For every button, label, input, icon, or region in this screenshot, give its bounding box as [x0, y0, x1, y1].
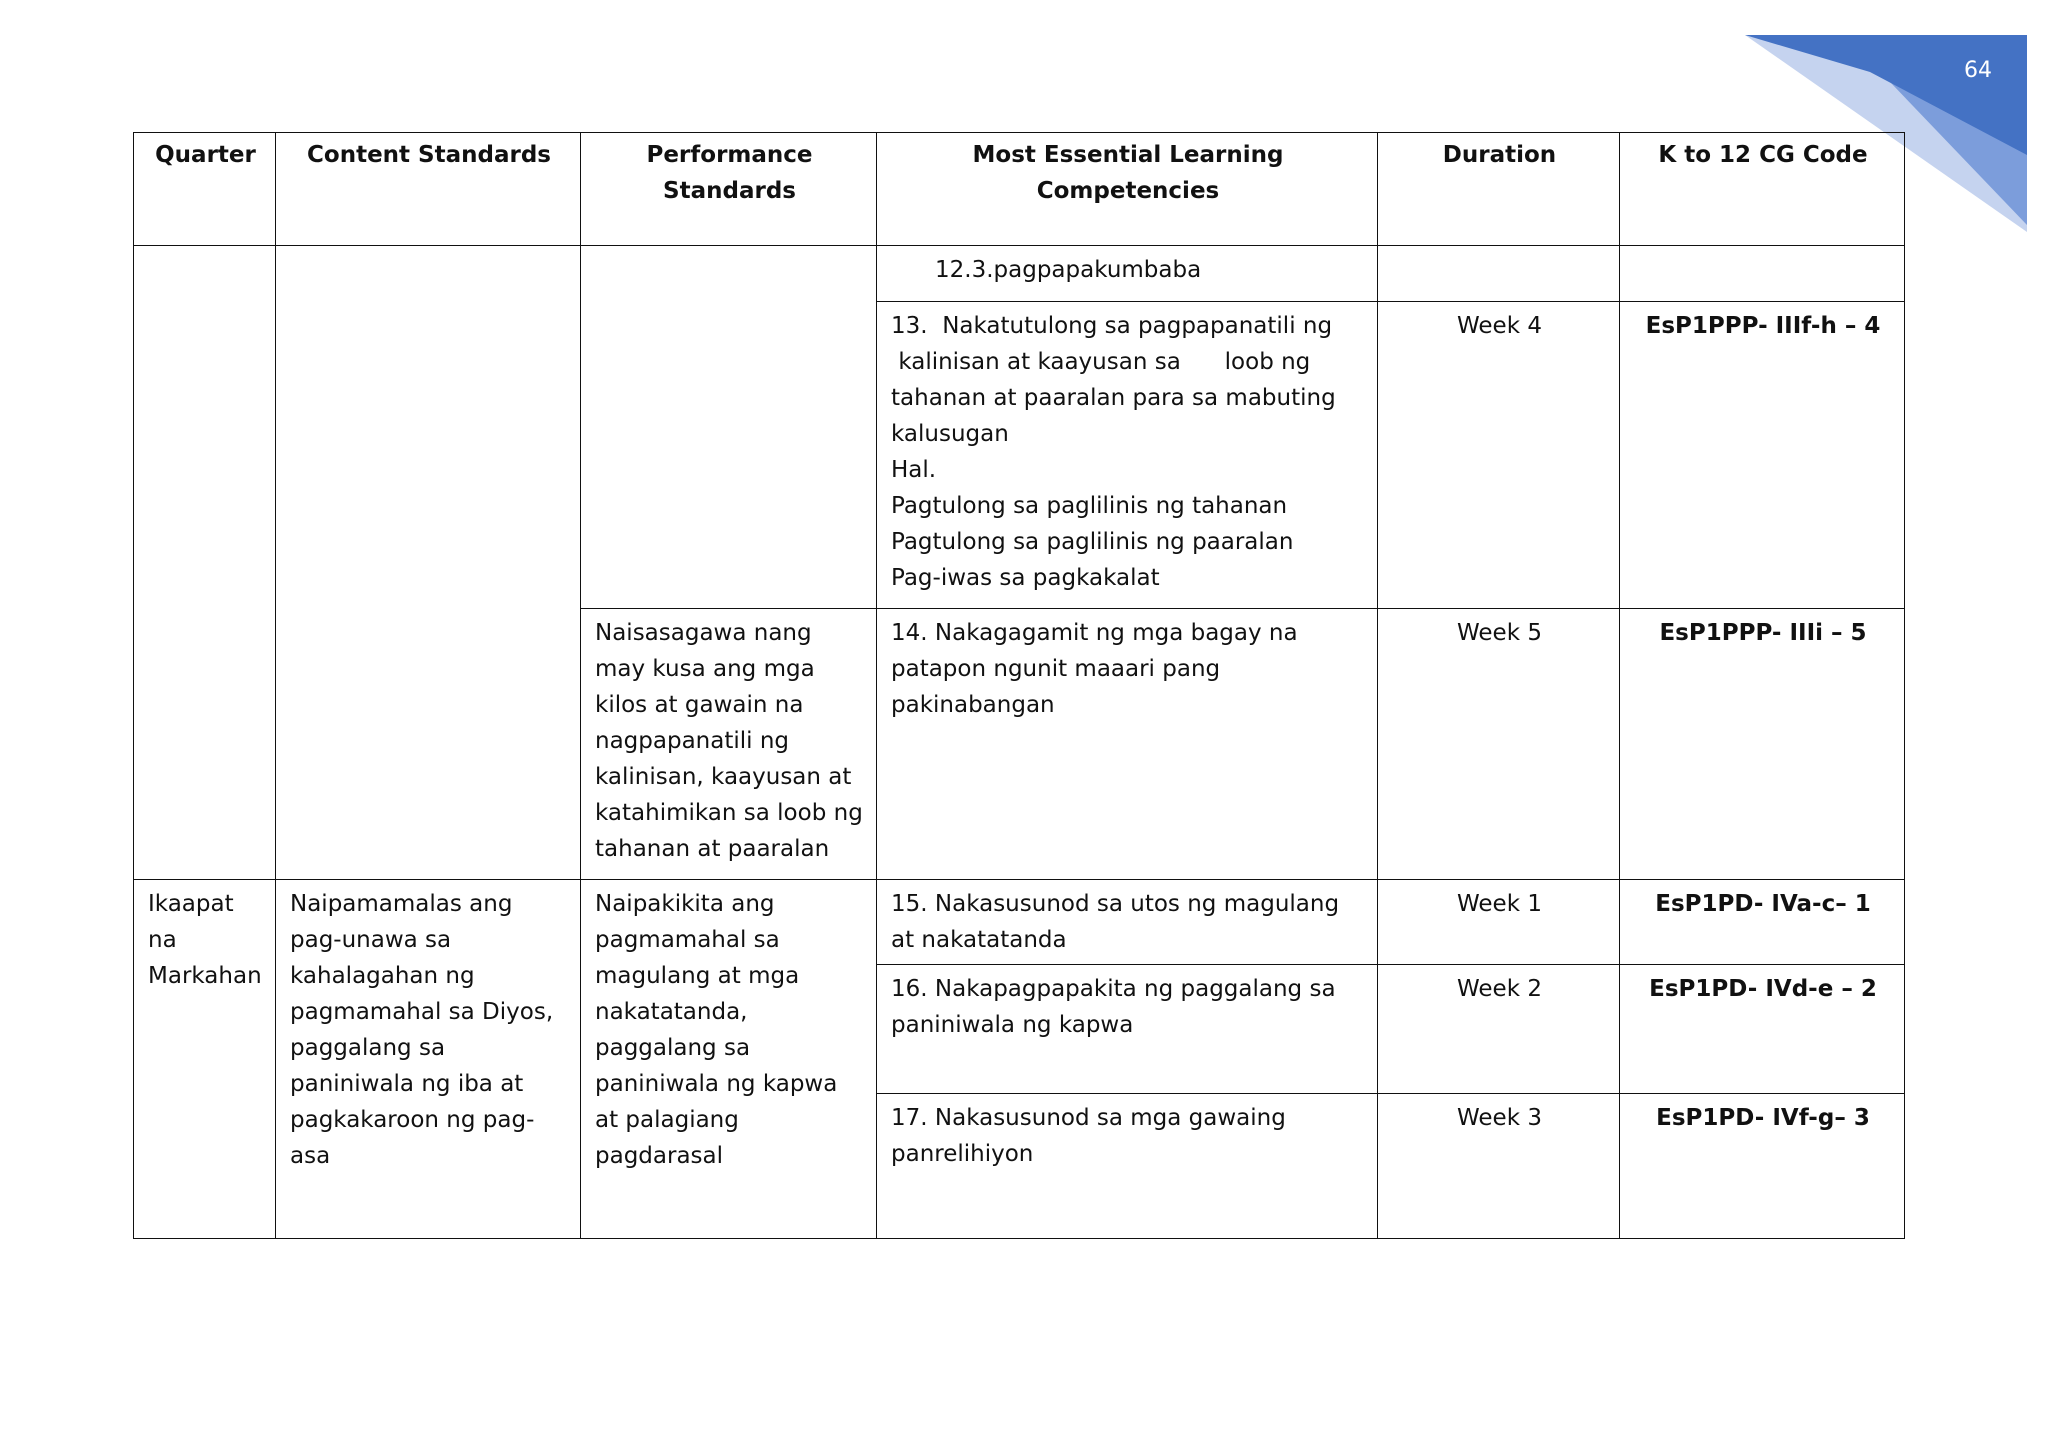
content-cell: Naipamamalas ang pag-unawa sa kahalagahan ng pagmamahal sa Diyos, paggalang sa paniniwala ng iba at pagkakaroon ng pag-asa	[276, 880, 581, 1239]
table-row	[134, 246, 1905, 302]
duration-cell: Week 2	[1378, 965, 1620, 1094]
content-cell-empty	[276, 246, 581, 880]
code-cell: EsP1PD- IVf-g– 3	[1620, 1094, 1905, 1239]
header-quarter: Quarter	[134, 133, 276, 246]
melc-cell: 16. Nakapagpapakita ng paggalang sa paniniwala ng kapwa	[877, 965, 1378, 1094]
performance-cell: Naipakikita ang pagmamahal sa magulang at mga nakatatanda, paggalang sa paniniwala ng kapwa at palagiang pagdarasal	[581, 880, 877, 1239]
performance-cell-empty	[581, 246, 877, 609]
duration-cell: Week 5	[1378, 609, 1620, 880]
melc-cell: 14. Nakagagamit ng mga bagay na patapon ngunit maaari pang pakinabangan	[877, 609, 1378, 880]
code-cell: EsP1PPP- IIIf-h – 4	[1620, 302, 1905, 609]
melc-cell: 15. Nakasusunod sa utos ng magulang at nakatatanda	[877, 880, 1378, 965]
performance-cell: Naisasagawa nang may kusa ang mga kilos at gawain na nagpapanatili ng kalinisan, kaayusan at katahimikan sa loob ng tahanan at paaralan	[581, 609, 877, 880]
header-content-standards: Content Standards	[276, 133, 581, 246]
header-melc: Most Essential Learning Competencies	[877, 133, 1378, 246]
melc-cell: 13. Nakatutulong sa pagpapanatili ng kalinisan at kaayusan sa loob ng tahanan at paaralan para sa mabuting kalusugan Hal. Pagtulong sa paglilinis ng tahanan Pagtulong sa paglilinis ng paaralan Pag-iwas sa pagkakalat	[877, 302, 1378, 609]
duration-cell: Week 3	[1378, 1094, 1620, 1239]
duration-cell-empty	[1378, 246, 1620, 302]
quarter-cell: Ikaapat na Markahan	[134, 880, 276, 1239]
code-cell: EsP1PPP- IIIi – 5	[1620, 609, 1905, 880]
duration-cell: Week 4	[1378, 302, 1620, 609]
code-cell: EsP1PD- IVa-c– 1	[1620, 880, 1905, 965]
quarter-cell-empty	[134, 246, 276, 880]
table-row	[134, 880, 1905, 965]
code-cell-empty	[1620, 246, 1905, 302]
page-number: 64	[1964, 58, 1992, 83]
melc-cell: 12.3.pagpapakumbaba	[877, 246, 1378, 302]
header-row	[134, 133, 1905, 246]
header-code: K to 12 CG Code	[1620, 133, 1905, 246]
header-performance-standards: Performance Standards	[581, 133, 877, 246]
melc-table	[133, 132, 1905, 1239]
duration-cell: Week 1	[1378, 880, 1620, 965]
header-duration: Duration	[1378, 133, 1620, 246]
melc-cell: 17. Nakasusunod sa mga gawaing panrelihiyon	[877, 1094, 1378, 1239]
code-cell: EsP1PD- IVd-e – 2	[1620, 965, 1905, 1094]
